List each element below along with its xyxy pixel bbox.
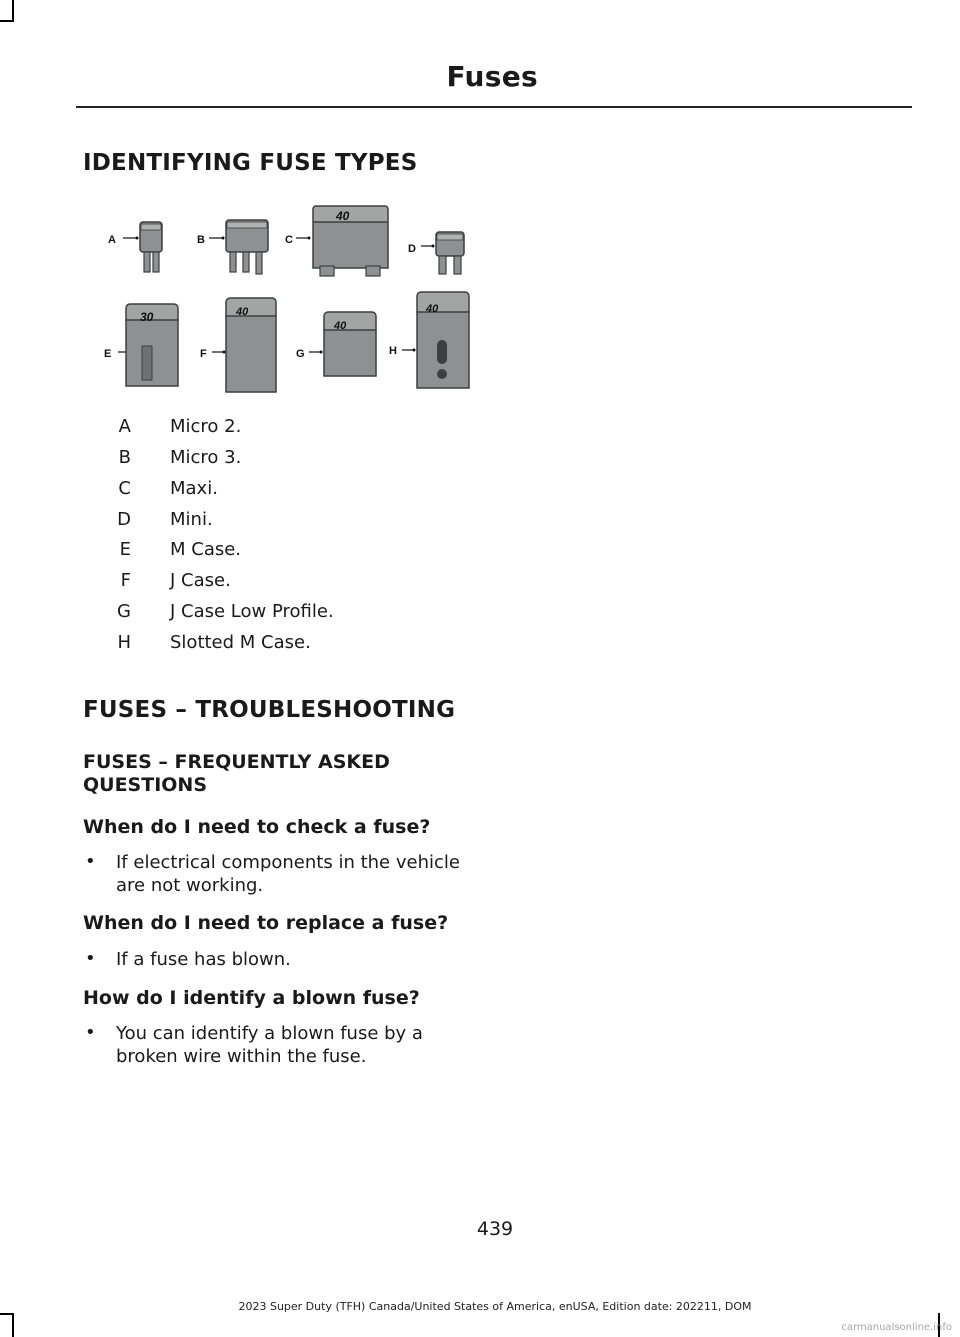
fuse-g-rating: 40 <box>334 320 347 332</box>
legend-description: J Case. <box>170 570 231 591</box>
legend-description: Maxi. <box>170 478 218 499</box>
legend-item <box>83 601 483 625</box>
faq-heading: FUSES – FREQUENTLY ASKED QUESTIONS <box>83 751 390 796</box>
page-number: 439 <box>476 1218 514 1240</box>
faq-question: When do I need to replace a fuse? <box>83 912 449 934</box>
fuse-d-mini <box>408 232 464 274</box>
fuse-label-d: D <box>408 243 416 255</box>
legend-letter: C <box>118 478 131 499</box>
crop-mark-bottom-left <box>0 1313 14 1315</box>
legend-letter: A <box>118 416 131 437</box>
fuse-label-f: F <box>200 348 207 360</box>
bullet-dot: • <box>85 948 96 969</box>
faq-answer-text: You can identify a blown fuse by a broken wire within the fuse. <box>116 1023 423 1067</box>
faq-answer-text: If electrical components in the vehicle are not working. <box>116 852 460 896</box>
legend-item <box>83 570 483 594</box>
legend-description: Slotted M Case. <box>170 632 311 653</box>
fuse-b-micro3 <box>197 220 268 274</box>
fuse-label-e: E <box>104 348 112 360</box>
fuse-label-a: A <box>108 234 116 246</box>
legend-item <box>83 478 483 502</box>
legend-letter: H <box>117 632 131 653</box>
section-heading-troubleshooting: FUSES – TROUBLESHOOTING <box>83 697 456 723</box>
legend-letter: B <box>118 447 131 468</box>
legend-item <box>83 539 483 563</box>
legend-item <box>83 447 483 471</box>
fuse-a-micro2 <box>108 222 162 272</box>
fuse-f-j-case <box>200 298 276 392</box>
watermark: carmanualsonline.info <box>841 1322 952 1333</box>
fuse-c-rating: 40 <box>336 209 350 223</box>
legend-description: Micro 3. <box>170 447 242 468</box>
fuse-e-m-case <box>104 304 178 386</box>
legend-description: J Case Low Profile. <box>170 601 334 622</box>
legend-item <box>83 416 483 440</box>
fuse-h-rating: 40 <box>426 303 439 315</box>
page-footer: 2023 Super Duty (TFH) Canada/United States of America, enUSA, Edition date: 202211, DOM <box>238 1300 752 1313</box>
legend-letter: F <box>120 570 131 591</box>
fuse-h-slotted-m-case <box>389 292 469 388</box>
legend-item <box>83 509 483 533</box>
legend-description: M Case. <box>170 539 242 560</box>
fuse-label-g: G <box>296 348 305 360</box>
fuse-label-b: B <box>197 234 205 246</box>
page-header-title: Fuses <box>446 60 538 93</box>
header-rule <box>76 106 912 108</box>
fuse-types-illustration <box>96 200 481 398</box>
bullet-dot: • <box>85 851 96 872</box>
faq-question: When do I need to check a fuse? <box>83 816 431 838</box>
crop-mark-top-left <box>0 20 14 22</box>
fuse-c-maxi <box>285 206 388 276</box>
legend-letter: E <box>119 539 131 560</box>
fuse-label-c: C <box>285 234 293 246</box>
bullet-dot: • <box>85 1022 96 1043</box>
fuse-g-j-case-low-profile <box>296 312 376 376</box>
faq-question: How do I identify a blown fuse? <box>83 987 420 1009</box>
crop-mark-bottom-left <box>12 1313 14 1337</box>
crop-mark-top-left <box>12 0 14 20</box>
section-heading-fuse-types: IDENTIFYING FUSE TYPES <box>83 150 418 176</box>
legend-letter: D <box>117 509 131 530</box>
legend-description: Mini. <box>170 509 213 530</box>
fuse-f-rating: 40 <box>236 306 249 318</box>
legend-letter: G <box>117 601 131 622</box>
fuse-e-rating: 30 <box>140 310 154 324</box>
legend-item <box>83 632 483 656</box>
faq-answer-text: If a fuse has blown. <box>116 949 291 970</box>
legend-description: Micro 2. <box>170 416 242 437</box>
fuse-label-h: H <box>389 345 397 357</box>
